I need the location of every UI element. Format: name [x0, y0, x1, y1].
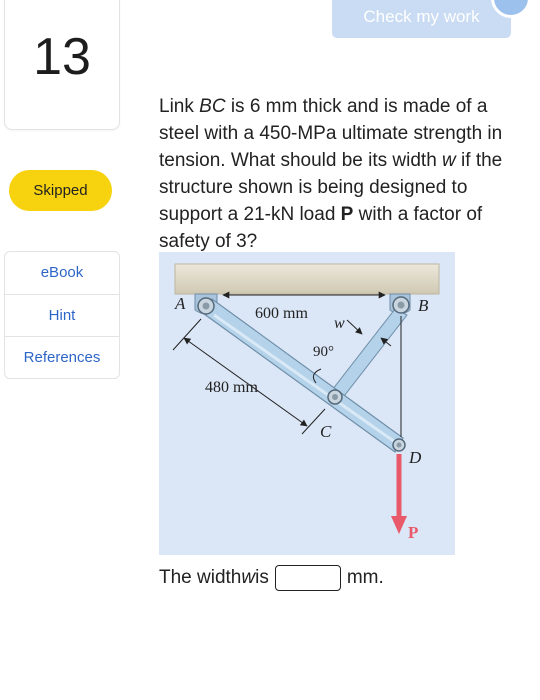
- label-c: C: [320, 422, 332, 441]
- extension-line-a: [173, 319, 201, 350]
- answer-variable: w: [241, 567, 256, 588]
- pin-d-center: [397, 443, 402, 448]
- pin-c-center: [332, 394, 338, 400]
- label-p: P: [408, 523, 419, 542]
- question-number: 13: [33, 28, 91, 86]
- link-name: BC: [199, 96, 226, 117]
- resources-panel: [4, 251, 120, 379]
- pin-b-center: [398, 302, 405, 309]
- label-600mm: 600 mm: [255, 305, 308, 322]
- ebook-link[interactable]: eBook: [40, 264, 84, 281]
- hint-link[interactable]: Hint: [5, 294, 119, 337]
- answer-is-text: is: [255, 567, 269, 588]
- width-arrow-upper: [347, 320, 362, 334]
- skipped-status-badge[interactable]: Skipped: [9, 170, 112, 211]
- structure-diagram: [159, 252, 455, 555]
- label-b: B: [418, 296, 429, 315]
- question-text-part: is 6 mm thick and is made of a steel with a 450-MPa ultimate strength in tension. What should be its width: [159, 96, 503, 171]
- references-link[interactable]: References: [5, 336, 119, 379]
- load-variable: P: [340, 204, 354, 225]
- label-a: A: [175, 294, 186, 313]
- width-variable: w: [442, 150, 456, 171]
- fixed-support: [175, 264, 439, 294]
- answer-row: [159, 563, 384, 593]
- answer-unit: mm.: [346, 567, 384, 588]
- structure-figure: [159, 252, 455, 555]
- question-text-part: Link: [159, 96, 200, 117]
- question-number-card: [4, 0, 120, 130]
- question-text-part: if the structure shown is being designed to support a 21-kN load: [159, 150, 503, 225]
- load-arrow-head: [391, 516, 407, 534]
- pin-a-center: [203, 303, 210, 310]
- label-angle: 90°: [313, 344, 334, 360]
- label-d: D: [409, 448, 422, 467]
- question-text-part: with a factor of safety of 3?: [159, 204, 483, 252]
- question-text: [159, 93, 519, 255]
- answer-prefix: The width: [159, 567, 242, 588]
- check-my-work-button[interactable]: Check my work: [332, 0, 511, 38]
- label-480mm: 480 mm: [205, 379, 258, 396]
- label-w: w: [334, 315, 345, 332]
- width-answer-input[interactable]: [275, 565, 341, 591]
